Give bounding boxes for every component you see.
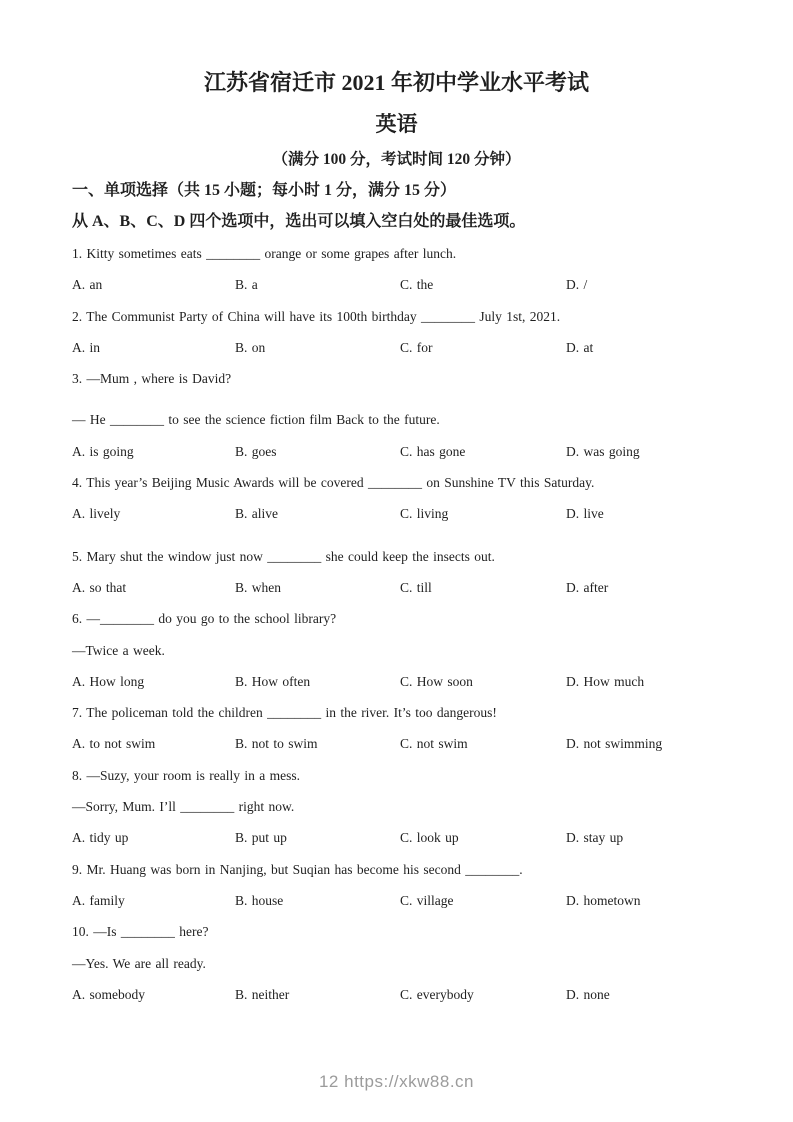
option-a: A. family — [72, 892, 125, 908]
footer-page-number: 12 — [318, 1072, 339, 1091]
option-d: D. How much — [566, 673, 645, 689]
question-text: 7. The policeman told the children ________ in the river. It’s too dangerous! — [72, 705, 497, 721]
option-a: A. lively — [72, 506, 121, 522]
options-row — [72, 572, 741, 603]
options-row — [72, 885, 741, 916]
options-row — [72, 269, 741, 300]
option-c: C. the — [400, 277, 434, 293]
option-b: B. a — [235, 277, 258, 293]
question-text: 1. Kitty sometimes eats ________ orange or some grapes after lunch. — [72, 246, 457, 261]
options-row — [72, 979, 741, 1010]
question-text: 2. The Communist Party of China will have its 100th birthday ________ July 1st, 2021. — [72, 308, 561, 324]
question-10 — [72, 916, 741, 1010]
option-b: B. goes — [235, 443, 277, 459]
option-a: A. is going — [72, 443, 134, 459]
options-row — [72, 728, 741, 759]
options-row — [72, 666, 741, 697]
question-3 — [72, 363, 741, 467]
question-text: 10. —Is ________ here? — [72, 924, 209, 940]
question-text: 6. —________ do you go to the school library? — [72, 611, 337, 627]
question-reply-text: — He ________ to see the science fiction film Back to the future. — [72, 412, 440, 428]
option-a: A. to not swim — [72, 736, 156, 752]
option-b: B. house — [235, 892, 284, 908]
question-list — [72, 238, 741, 1010]
question-reply-text: —Yes. We are all ready. — [72, 955, 206, 971]
options-row — [72, 332, 741, 363]
option-c: C. has gone — [400, 443, 466, 459]
question-9 — [72, 854, 741, 917]
question-2 — [72, 301, 741, 364]
option-d: D. not swimming — [566, 736, 663, 752]
option-a: A. tidy up — [72, 830, 129, 846]
option-c: C. village — [400, 892, 454, 908]
question-reply-text: —Twice a week. — [72, 642, 165, 658]
option-b: B. put up — [235, 830, 287, 846]
question-6 — [72, 603, 741, 697]
option-c: C. everybody — [400, 986, 474, 1002]
option-d: D. hometown — [566, 892, 641, 908]
option-d: D. stay up — [566, 830, 624, 846]
question-text: 8. —Suzy, your room is really in a mess. — [72, 767, 300, 783]
option-c: C. for — [400, 339, 433, 355]
question-5 — [72, 541, 741, 604]
option-a: A. so that — [72, 579, 127, 595]
exam-meta-info: （满分 100 分，考试时间 120 分钟） — [272, 151, 521, 168]
question-text: 9. Mr. Huang was born in Nanjing, but Suqian has become his second ________. — [72, 861, 523, 877]
option-c: C. living — [400, 506, 449, 522]
option-c: C. How soon — [400, 673, 473, 689]
option-b: B. when — [235, 579, 281, 595]
option-b: B. neither — [235, 986, 290, 1002]
option-b: B. on — [235, 339, 266, 355]
section-heading: 一、单项选择（共 15 小题；每小时 1 分，满分 15 分） — [72, 182, 457, 199]
option-d: D. none — [566, 986, 610, 1002]
option-a: A. in — [72, 339, 100, 355]
question-7 — [72, 697, 741, 760]
question-1 — [72, 238, 741, 301]
option-d: D. after — [566, 579, 609, 595]
options-row — [72, 498, 741, 529]
question-text: 4. This year’s Beijing Music Awards will be covered ________ on Sunshine TV this Saturday. — [72, 475, 595, 491]
option-c: C. not swim — [400, 736, 468, 752]
option-b: B. How often — [235, 673, 311, 689]
question-text: 5. Mary shut the window just now ________ she could keep the insects out. — [72, 548, 495, 564]
section-instruction: 从 A、B、C、D 四个选项中，选出可以填入空白处的最佳选项。 — [72, 213, 526, 230]
subject-title: 英语 — [375, 112, 418, 136]
question-4 — [72, 467, 741, 530]
option-a: A. somebody — [72, 986, 145, 1002]
option-d: D. at — [566, 339, 594, 355]
page-title: 江苏省宿迁市 2021 年初中学业水平考试 — [203, 70, 589, 95]
option-d: D. / — [566, 277, 588, 293]
question-reply-text: —Sorry, Mum. I’ll ________ right now. — [72, 799, 295, 815]
question-text: 3. —Mum , where is David? — [72, 371, 232, 387]
option-b: B. not to swim — [235, 736, 318, 752]
option-c: C. till — [400, 579, 432, 595]
footer-watermark — [0, 1072, 793, 1092]
option-b: B. alive — [235, 506, 278, 522]
option-d: D. live — [566, 506, 604, 522]
options-row — [72, 436, 741, 467]
options-row — [72, 822, 741, 853]
footer-url: https://xkw88.cn — [344, 1072, 475, 1091]
question-8 — [72, 760, 741, 854]
option-a: A. an — [72, 277, 103, 293]
option-a: A. How long — [72, 673, 145, 689]
option-d: D. was going — [566, 443, 640, 459]
option-c: C. look up — [400, 830, 459, 846]
